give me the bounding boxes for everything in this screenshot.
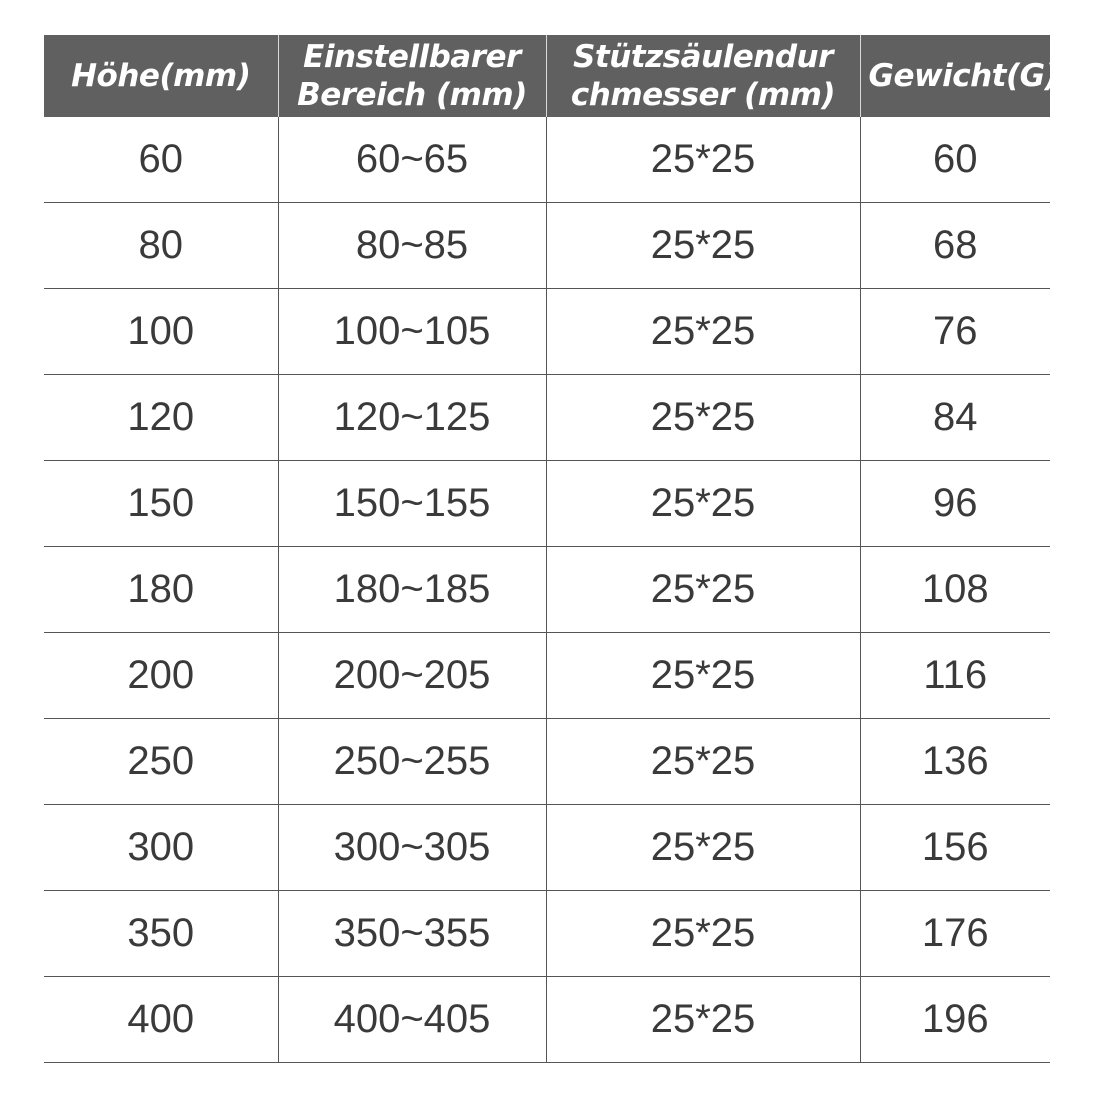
table-row	[44, 805, 1050, 891]
cell-column-diameter: 25*25	[546, 289, 860, 375]
cell-adjustable-range: 300~305	[278, 805, 546, 891]
cell-height: 120	[44, 375, 278, 461]
table-row	[44, 891, 1050, 977]
table-row	[44, 977, 1050, 1063]
header-column-diameter: Stützsäulendur chmesser (mm)	[546, 35, 860, 117]
cell-column-diameter: 25*25	[546, 117, 860, 203]
header-weight: Gewicht(G)	[860, 35, 1050, 117]
cell-height: 180	[44, 547, 278, 633]
cell-height: 300	[44, 805, 278, 891]
cell-weight: 96	[860, 461, 1050, 547]
cell-height: 100	[44, 289, 278, 375]
cell-column-diameter: 25*25	[546, 977, 860, 1063]
cell-column-diameter: 25*25	[546, 891, 860, 977]
table-body	[44, 117, 1050, 1063]
spec-table	[44, 35, 1059, 1063]
cell-height: 350	[44, 891, 278, 977]
table-row	[44, 719, 1050, 805]
table-row	[44, 461, 1050, 547]
cell-adjustable-range: 60~65	[278, 117, 546, 203]
table-row	[44, 289, 1050, 375]
cell-column-diameter: 25*25	[546, 375, 860, 461]
cell-column-diameter: 25*25	[546, 719, 860, 805]
cell-adjustable-range: 350~355	[278, 891, 546, 977]
cell-adjustable-range: 180~185	[278, 547, 546, 633]
cell-weight: 136	[860, 719, 1050, 805]
cell-weight: 68	[860, 203, 1050, 289]
header-height: Höhe(mm)	[44, 35, 278, 117]
cell-weight: 76	[860, 289, 1050, 375]
cell-height: 400	[44, 977, 278, 1063]
cell-column-diameter: 25*25	[546, 203, 860, 289]
table-row	[44, 375, 1050, 461]
cell-height: 200	[44, 633, 278, 719]
cell-weight: 156	[860, 805, 1050, 891]
cell-column-diameter: 25*25	[546, 547, 860, 633]
cell-weight: 116	[860, 633, 1050, 719]
cell-adjustable-range: 400~405	[278, 977, 546, 1063]
cell-height: 60	[44, 117, 278, 203]
cell-weight: 196	[860, 977, 1050, 1063]
table-row	[44, 117, 1050, 203]
cell-adjustable-range: 80~85	[278, 203, 546, 289]
cell-weight: 176	[860, 891, 1050, 977]
cell-weight: 108	[860, 547, 1050, 633]
table-row	[44, 633, 1050, 719]
cell-column-diameter: 25*25	[546, 805, 860, 891]
cell-height: 80	[44, 203, 278, 289]
header-row	[44, 35, 1050, 117]
cell-adjustable-range: 120~125	[278, 375, 546, 461]
cell-adjustable-range: 100~105	[278, 289, 546, 375]
cell-weight: 84	[860, 375, 1050, 461]
cell-height: 150	[44, 461, 278, 547]
cell-weight: 60	[860, 117, 1050, 203]
cell-column-diameter: 25*25	[546, 633, 860, 719]
cell-adjustable-range: 250~255	[278, 719, 546, 805]
table-header	[44, 35, 1059, 117]
cell-column-diameter: 25*25	[546, 461, 860, 547]
cell-adjustable-range: 150~155	[278, 461, 546, 547]
cell-height: 250	[44, 719, 278, 805]
cell-adjustable-range: 200~205	[278, 633, 546, 719]
table-row	[44, 547, 1050, 633]
header-adjustable-range: Einstellbarer Bereich (mm)	[278, 35, 546, 117]
table-row	[44, 203, 1050, 289]
